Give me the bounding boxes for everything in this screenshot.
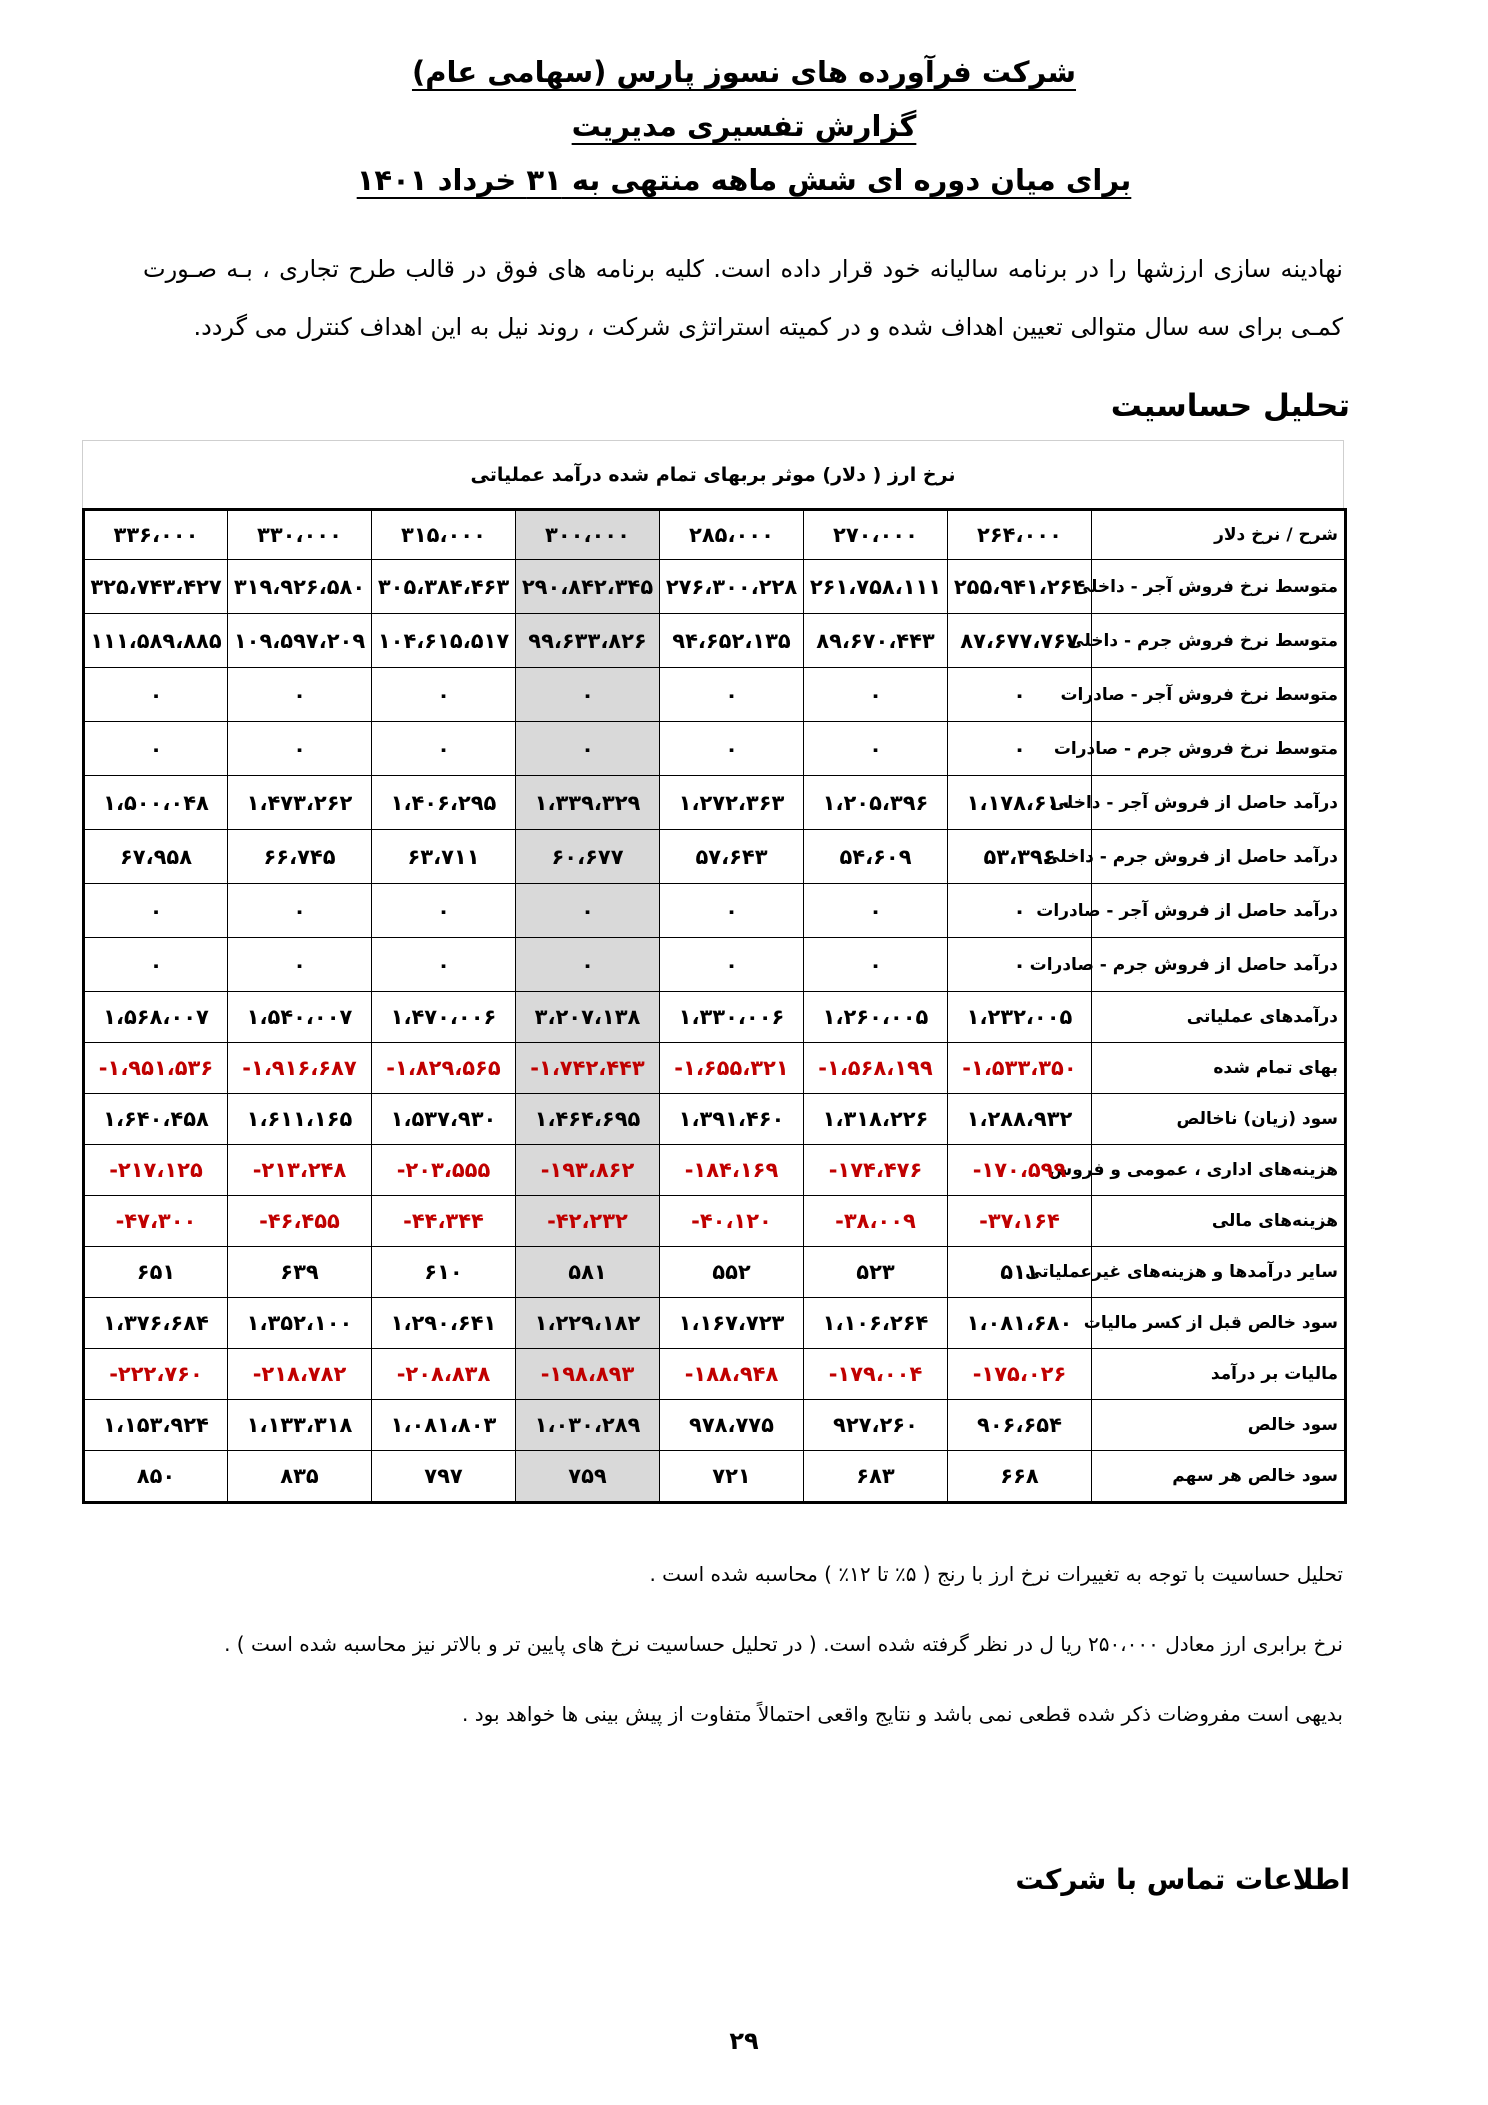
value-cell: ۱،۳۹۱،۴۶۰ — [660, 1094, 804, 1145]
value-cell: ۰ — [804, 938, 948, 992]
value-cell: ۶۳۹ — [228, 1247, 372, 1298]
table-row — [84, 722, 1346, 776]
value-cell: ۱،۲۶۰،۰۰۵ — [804, 992, 948, 1043]
value-cell: ۱،۹۵۱،۵۳۶- — [84, 1043, 228, 1094]
value-cell: ۹۰۶،۶۵۴ — [948, 1400, 1092, 1451]
report-title: گزارش تفسیری مدیریت — [571, 109, 917, 143]
value-cell: ۱،۰۳۰،۲۸۹ — [516, 1400, 660, 1451]
table-row — [84, 992, 1346, 1043]
value-cell: ۱،۰۸۱،۶۸۰ — [948, 1298, 1092, 1349]
value-cell: ۰ — [516, 722, 660, 776]
value-cell: ۱،۲۷۲،۳۶۳ — [660, 776, 804, 830]
value-cell: ۲۵۵،۹۴۱،۲۶۴ — [948, 560, 1092, 614]
table-row — [84, 776, 1346, 830]
value-cell: ۱۹۸،۸۹۳- — [516, 1349, 660, 1400]
value-cell: ۱،۲۲۹،۱۸۲ — [516, 1298, 660, 1349]
table-row — [84, 830, 1346, 884]
value-cell: ۶۷،۹۵۸ — [84, 830, 228, 884]
value-cell: ۴۲،۲۳۲- — [516, 1196, 660, 1247]
value-cell: ۰ — [372, 722, 516, 776]
table-row — [84, 1451, 1346, 1503]
value-cell: ۱،۵۶۸،۱۹۹- — [804, 1043, 948, 1094]
table-row — [84, 1145, 1346, 1196]
value-cell: ۳۱۹،۹۲۶،۵۸۰ — [228, 560, 372, 614]
row-label: سود خالص قبل از کسر مالیات — [1092, 1298, 1346, 1349]
value-cell: ۱،۴۶۴،۶۹۵ — [516, 1094, 660, 1145]
value-cell: ۰ — [84, 938, 228, 992]
value-cell: ۰ — [660, 668, 804, 722]
value-cell: ۱،۵۰۰،۰۴۸ — [84, 776, 228, 830]
value-cell: ۱۸۸،۹۴۸- — [660, 1349, 804, 1400]
value-cell: ۰ — [372, 884, 516, 938]
value-cell: ۲۲۲،۷۶۰- — [84, 1349, 228, 1400]
report-header — [0, 52, 1488, 214]
value-cell: ۲۷۶،۳۰۰،۲۲۸ — [660, 560, 804, 614]
page-number: ۲۹ — [729, 2027, 759, 2055]
value-cell: ۱،۱۶۷،۷۲۳ — [660, 1298, 804, 1349]
value-cell: ۸۷،۶۷۷،۷۶۷ — [948, 614, 1092, 668]
value-cell: ۶۶،۷۴۵ — [228, 830, 372, 884]
value-cell: ۶۰،۶۷۷ — [516, 830, 660, 884]
note-rate: نرخ برابری ارز معادل ۲۵۰،۰۰۰ ریا ل در نظر گرفته شده است. ( در تحلیل حساسیت نرخ های پایین تر و بالاتر نیز محاسبه شده است ) . — [224, 1632, 1343, 1656]
value-cell: ۶۱۰ — [372, 1247, 516, 1298]
rate-header-cell: ۳۳۰،۰۰۰ — [228, 510, 372, 560]
value-cell: ۶۵۱ — [84, 1247, 228, 1298]
value-cell: ۱،۱۵۳،۹۲۴ — [84, 1400, 228, 1451]
value-cell: ۱،۴۷۳،۲۶۲ — [228, 776, 372, 830]
value-cell: ۵۱۱ — [948, 1247, 1092, 1298]
value-cell: ۴۶،۴۵۵- — [228, 1196, 372, 1247]
value-cell: ۹۴،۶۵۲،۱۳۵ — [660, 614, 804, 668]
row-label: سود (زیان) ناخالص — [1092, 1094, 1346, 1145]
value-cell: ۲۹۰،۸۴۲،۳۴۵ — [516, 560, 660, 614]
value-cell: ۹۹،۶۳۳،۸۲۶ — [516, 614, 660, 668]
value-cell: ۴۰،۱۲۰- — [660, 1196, 804, 1247]
value-cell: ۱۷۹،۰۰۴- — [804, 1349, 948, 1400]
sensitivity-table-container — [82, 440, 1344, 1504]
value-cell: ۵۵۲ — [660, 1247, 804, 1298]
table-row — [84, 1094, 1346, 1145]
value-cell: ۵۳،۳۹۶ — [948, 830, 1092, 884]
header-label-cell: شرح / نرخ دلار — [1092, 510, 1346, 560]
row-label: درآمد حاصل از فروش آجر - داخلی — [1092, 776, 1346, 830]
value-cell: ۰ — [660, 938, 804, 992]
value-cell: ۱،۴۷۰،۰۰۶ — [372, 992, 516, 1043]
value-cell: ۱،۷۴۲،۴۴۳- — [516, 1043, 660, 1094]
value-cell: ۱،۵۳۳،۳۵۰- — [948, 1043, 1092, 1094]
table-row — [84, 884, 1346, 938]
value-cell: ۱،۳۳۹،۳۲۹ — [516, 776, 660, 830]
value-cell: ۱۰۴،۶۱۵،۵۱۷ — [372, 614, 516, 668]
value-cell: ۴۴،۳۴۴- — [372, 1196, 516, 1247]
sensitivity-title: تحلیل حساسیت — [1110, 388, 1350, 424]
note-range: تحلیل حساسیت با توجه به تغییرات نرخ ارز با رنج ( ۵٪ تا ۱۲٪ ) محاسبه شده است . — [649, 1562, 1343, 1586]
value-cell: ۱،۹۱۶،۶۸۷- — [228, 1043, 372, 1094]
row-label: درآمدهای عملیاتی — [1092, 992, 1346, 1043]
table-row — [84, 1247, 1346, 1298]
value-cell: ۱،۶۱۱،۱۶۵ — [228, 1094, 372, 1145]
table-caption: نرخ ارز ( دلار) موثر بربهای تمام شده درآمد عملیاتی — [82, 440, 1344, 508]
value-cell: ۰ — [84, 884, 228, 938]
value-cell: ۱،۱۳۳،۳۱۸ — [228, 1400, 372, 1451]
value-cell: ۶۶۸ — [948, 1451, 1092, 1503]
value-cell: ۷۹۷ — [372, 1451, 516, 1503]
value-cell: ۳۸،۰۰۹- — [804, 1196, 948, 1247]
value-cell: ۱۸۴،۱۶۹- — [660, 1145, 804, 1196]
value-cell: ۸۳۵ — [228, 1451, 372, 1503]
value-cell: ۰ — [804, 668, 948, 722]
row-label: درآمد حاصل از فروش جرم - صادرات — [1092, 938, 1346, 992]
row-label: هزینه‌های مالی — [1092, 1196, 1346, 1247]
rate-header-cell: ۳۱۵،۰۰۰ — [372, 510, 516, 560]
value-cell: ۳۷،۱۶۴- — [948, 1196, 1092, 1247]
value-cell: ۰ — [372, 668, 516, 722]
value-cell: ۰ — [228, 668, 372, 722]
value-cell: ۰ — [516, 884, 660, 938]
rate-header-cell: ۳۰۰،۰۰۰ — [516, 510, 660, 560]
rate-header-cell: ۲۷۰،۰۰۰ — [804, 510, 948, 560]
table-row — [84, 1043, 1346, 1094]
value-cell: ۱،۶۵۵،۳۲۱- — [660, 1043, 804, 1094]
value-cell: ۷۲۱ — [660, 1451, 804, 1503]
note-disclaimer: بدیهی است مفروضات ذکر شده قطعی نمی باشد و نتایج واقعی احتمالاً متفاوت از پیش بینی ها خواهد بود . — [462, 1702, 1343, 1726]
value-cell: ۰ — [948, 722, 1092, 776]
value-cell: ۱،۳۱۸،۲۲۶ — [804, 1094, 948, 1145]
table-row — [84, 938, 1346, 992]
value-cell: ۱،۶۴۰،۴۵۸ — [84, 1094, 228, 1145]
intro-paragraph: نهادینه سازی ارزشها را در برنامه سالیانه خود قرار داده است. کلیه برنامه های فوق در قالب طرح تجاری ، بـه صـورت کمـی برای سه سال متوالی تعیین اهداف شده و در کمیته استراتژی شرکت ، روند نیل به این اهداف کنترل می گردد. — [143, 255, 1343, 341]
table-row — [84, 1349, 1346, 1400]
value-cell: ۱۹۳،۸۶۲- — [516, 1145, 660, 1196]
value-cell: ۳،۲۰۷،۱۳۸ — [516, 992, 660, 1043]
value-cell: ۱۷۴،۴۷۶- — [804, 1145, 948, 1196]
value-cell: ۰ — [84, 668, 228, 722]
value-cell: ۰ — [804, 884, 948, 938]
row-label: سود خالص هر سهم — [1092, 1451, 1346, 1503]
value-cell: ۰ — [948, 938, 1092, 992]
value-cell: ۱،۵۶۸،۰۰۷ — [84, 992, 228, 1043]
value-cell: ۵۸۱ — [516, 1247, 660, 1298]
row-label: درآمد حاصل از فروش آجر - صادرات — [1092, 884, 1346, 938]
value-cell: ۱،۰۸۱،۸۰۳ — [372, 1400, 516, 1451]
table-row — [84, 1196, 1346, 1247]
table-header-row — [84, 510, 1346, 560]
value-cell: ۰ — [84, 722, 228, 776]
table-row — [84, 1400, 1346, 1451]
row-label: درآمد حاصل از فروش جرم - داخلی — [1092, 830, 1346, 884]
value-cell: ۱،۲۳۲،۰۰۵ — [948, 992, 1092, 1043]
rate-header-cell: ۲۶۴،۰۰۰ — [948, 510, 1092, 560]
value-cell: ۲۰۳،۵۵۵- — [372, 1145, 516, 1196]
value-cell: ۱۰۹،۵۹۷،۲۰۹ — [228, 614, 372, 668]
row-label: بهای تمام شده — [1092, 1043, 1346, 1094]
value-cell: ۱،۳۵۲،۱۰۰ — [228, 1298, 372, 1349]
value-cell: ۰ — [228, 722, 372, 776]
value-cell: ۰ — [948, 668, 1092, 722]
value-cell: ۱،۱۰۶،۲۶۴ — [804, 1298, 948, 1349]
value-cell: ۶۸۳ — [804, 1451, 948, 1503]
row-label: متوسط نرخ فروش جرم - داخلی — [1092, 614, 1346, 668]
table-row — [84, 1298, 1346, 1349]
value-cell: ۱،۲۸۸،۹۳۲ — [948, 1094, 1092, 1145]
value-cell: ۸۹،۶۷۰،۴۴۳ — [804, 614, 948, 668]
contact-title: اطلاعات تماس با شرکت — [1015, 1863, 1350, 1896]
value-cell: ۰ — [660, 884, 804, 938]
value-cell: ۷۵۹ — [516, 1451, 660, 1503]
row-label: سایر درآمدها و هزینه‌های غیرعملیاتی — [1092, 1247, 1346, 1298]
row-label: متوسط نرخ فروش جرم - صادرات — [1092, 722, 1346, 776]
value-cell: ۰ — [516, 938, 660, 992]
value-cell: ۲۰۸،۸۳۸- — [372, 1349, 516, 1400]
value-cell: ۴۷،۳۰۰- — [84, 1196, 228, 1247]
table-row — [84, 614, 1346, 668]
row-label: متوسط نرخ فروش آجر - داخلی — [1092, 560, 1346, 614]
row-label: مالیات بر درآمد — [1092, 1349, 1346, 1400]
value-cell: ۳۰۵،۳۸۴،۴۶۳ — [372, 560, 516, 614]
value-cell: ۱،۳۳۰،۰۰۶ — [660, 992, 804, 1043]
value-cell: ۰ — [228, 884, 372, 938]
sensitivity-table — [82, 508, 1347, 1504]
value-cell: ۵۴،۶۰۹ — [804, 830, 948, 884]
value-cell: ۰ — [804, 722, 948, 776]
value-cell: ۲۱۸،۷۸۲- — [228, 1349, 372, 1400]
value-cell: ۵۷،۶۴۳ — [660, 830, 804, 884]
value-cell: ۹۲۷،۲۶۰ — [804, 1400, 948, 1451]
table-row — [84, 668, 1346, 722]
value-cell: ۱،۳۷۶،۶۸۴ — [84, 1298, 228, 1349]
row-label: متوسط نرخ فروش آجر - صادرات — [1092, 668, 1346, 722]
company-title: شرکت فرآورده های نسوز پارس (سهامی عام) — [411, 55, 1077, 89]
value-cell: ۱،۲۹۰،۶۴۱ — [372, 1298, 516, 1349]
value-cell: ۱۷۰،۵۹۹- — [948, 1145, 1092, 1196]
value-cell: ۶۳،۷۱۱ — [372, 830, 516, 884]
value-cell: ۱،۱۷۸،۶۱۰ — [948, 776, 1092, 830]
value-cell: ۲۶۱،۷۵۸،۱۱۱ — [804, 560, 948, 614]
value-cell: ۳۲۵،۷۴۳،۴۲۷ — [84, 560, 228, 614]
rate-header-cell: ۳۳۶،۰۰۰ — [84, 510, 228, 560]
row-label: سود خالص — [1092, 1400, 1346, 1451]
value-cell: ۰ — [516, 668, 660, 722]
value-cell: ۲۱۳،۲۴۸- — [228, 1145, 372, 1196]
table-row — [84, 560, 1346, 614]
period-title: برای میان دوره ای شش ماهه منتهی به ۳۱ خرداد ۱۴۰۱ — [356, 163, 1132, 197]
rate-header-cell: ۲۸۵،۰۰۰ — [660, 510, 804, 560]
value-cell: ۱،۸۲۹،۵۶۵- — [372, 1043, 516, 1094]
value-cell: ۰ — [948, 884, 1092, 938]
value-cell: ۱،۵۴۰،۰۰۷ — [228, 992, 372, 1043]
value-cell: ۰ — [228, 938, 372, 992]
value-cell: ۲۱۷،۱۲۵- — [84, 1145, 228, 1196]
value-cell: ۱۱۱،۵۸۹،۸۸۵ — [84, 614, 228, 668]
value-cell: ۱،۵۳۷،۹۳۰ — [372, 1094, 516, 1145]
value-cell: ۱۷۵،۰۲۶- — [948, 1349, 1092, 1400]
value-cell: ۱،۲۰۵،۳۹۶ — [804, 776, 948, 830]
value-cell: ۱،۴۰۶،۲۹۵ — [372, 776, 516, 830]
value-cell: ۰ — [660, 722, 804, 776]
value-cell: ۵۲۳ — [804, 1247, 948, 1298]
value-cell: ۸۵۰ — [84, 1451, 228, 1503]
value-cell: ۹۷۸،۷۷۵ — [660, 1400, 804, 1451]
row-label: هزینه‌های اداری ، عمومی و فروش — [1092, 1145, 1346, 1196]
value-cell: ۰ — [372, 938, 516, 992]
